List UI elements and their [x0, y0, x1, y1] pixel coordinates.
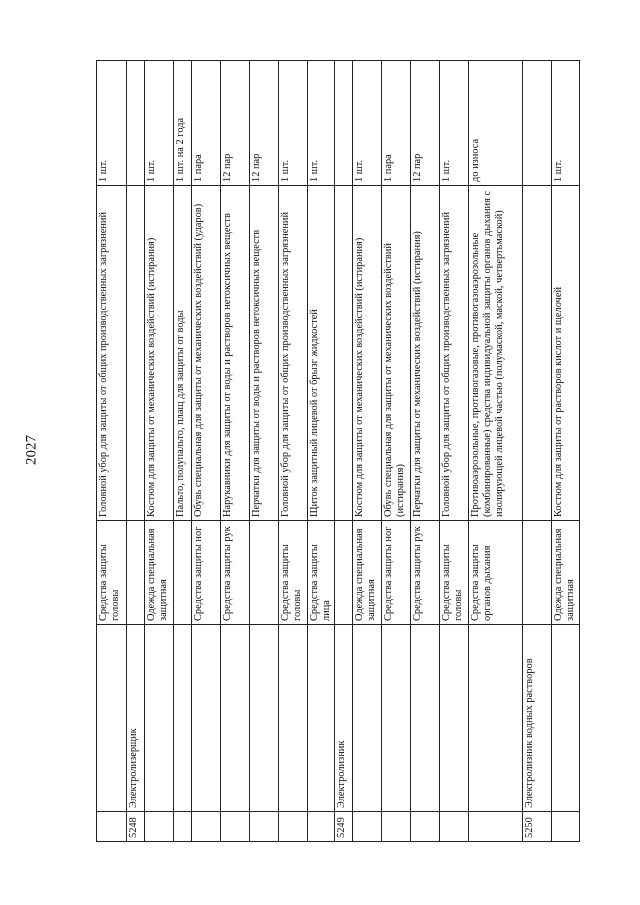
ppe-item-cell: Противоаэрозольные, противогазовые, противогазоаэрозольные (комбинированные) средства индивидуальной защиты органов дыхания с изолирующей лицевой частью (полумаской, маской, четвертьмаской) — [469, 186, 523, 521]
ppe-category-cell: Средства защиты рук — [411, 521, 440, 625]
issue-norm-cell: 1 шт. — [552, 61, 580, 186]
ppe-table-container — [96, 61, 576, 842]
row-number-cell — [221, 812, 250, 842]
ppe-item-cell: Перчатки для защиты от механических воздействий (истирания) — [411, 186, 440, 521]
table-row — [411, 61, 440, 842]
row-number-cell — [250, 812, 279, 842]
ppe-item-cell — [523, 186, 552, 521]
profession-cell — [382, 625, 411, 812]
issue-norm-cell — [127, 61, 145, 186]
row-number-cell — [97, 812, 127, 842]
table-row — [250, 61, 279, 842]
ppe-item-cell: Нарукавники для защиты от воды и растворов нетоксичных веществ — [221, 186, 250, 521]
row-number-cell — [308, 812, 335, 842]
ppe-category-cell — [127, 521, 145, 625]
row-number-cell — [552, 812, 580, 842]
profession-cell — [411, 625, 440, 812]
table-row — [335, 61, 353, 842]
profession-cell — [552, 625, 580, 812]
ppe-norms-table — [96, 60, 580, 842]
profession-cell — [192, 625, 221, 812]
issue-norm-cell: 1 шт. — [279, 61, 308, 186]
row-number-cell — [469, 812, 523, 842]
ppe-item-cell: Пальто, полупальто, плащ для защиты от воды — [174, 186, 192, 521]
profession-cell — [174, 625, 192, 812]
table-row — [469, 61, 523, 842]
row-number-cell: 5248 — [127, 812, 145, 842]
issue-norm-cell: 1 пара — [192, 61, 221, 186]
row-number-cell — [382, 812, 411, 842]
ppe-category-cell: Одежда специальная защитная — [145, 521, 174, 625]
issue-norm-cell: 12 пар — [250, 61, 279, 186]
ppe-category-cell: Средства защиты головы — [440, 521, 469, 625]
row-number-cell — [192, 812, 221, 842]
row-number-cell: 5249 — [335, 812, 353, 842]
ppe-item-cell — [127, 186, 145, 521]
row-number-cell — [279, 812, 308, 842]
profession-cell — [221, 625, 250, 812]
table-row — [127, 61, 145, 842]
ppe-category-cell — [250, 521, 279, 625]
profession-cell — [440, 625, 469, 812]
ppe-item-cell: Головной убор для защиты от общих производственных загрязнений — [279, 186, 308, 521]
table-row — [523, 61, 552, 842]
table-row — [174, 61, 192, 842]
row-number-cell — [145, 812, 174, 842]
profession-cell — [145, 625, 174, 812]
ppe-category-cell — [174, 521, 192, 625]
ppe-category-cell: Средства защиты органов дыхания — [469, 521, 523, 625]
profession-cell — [97, 625, 127, 812]
profession-cell — [353, 625, 382, 812]
table-row — [382, 61, 411, 842]
ppe-item-cell: Костюм для защиты от механических воздействий (истирания) — [353, 186, 382, 521]
table-row — [221, 61, 250, 842]
table-row — [440, 61, 469, 842]
issue-norm-cell: 1 шт. — [145, 61, 174, 186]
issue-norm-cell: 1 шт. на 2 года — [174, 61, 192, 186]
row-number-cell — [440, 812, 469, 842]
ppe-item-cell: Перчатки для защиты от воды и растворов нетоксичных веществ — [250, 186, 279, 521]
ppe-item-cell: Обувь специальная для защиты от механических воздействий (истирания) — [382, 186, 411, 521]
ppe-category-cell: Средства защиты лица — [308, 521, 335, 625]
table-row — [308, 61, 335, 842]
ppe-item-cell: Щиток защитный лицевой от брызг жидкостей — [308, 186, 335, 521]
page-number: 2027 — [23, 435, 40, 465]
ppe-category-cell — [523, 521, 552, 625]
ppe-category-cell: Одежда специальная защитная — [353, 521, 382, 625]
ppe-item-cell: Обувь специальная для защиты от механических воздействий (ударов) — [192, 186, 221, 521]
issue-norm-cell: 12 пар — [411, 61, 440, 186]
table-row — [192, 61, 221, 842]
table-row — [552, 61, 580, 842]
ppe-item-cell: Головной убор для защиты от общих производственных загрязнений — [97, 186, 127, 521]
ppe-category-cell: Средства защиты ног — [192, 521, 221, 625]
table-row — [97, 61, 127, 842]
ppe-category-cell: Одежда специальная защитная — [552, 521, 580, 625]
ppe-category-cell: Средства защиты головы — [279, 521, 308, 625]
issue-norm-cell: 1 шт. — [440, 61, 469, 186]
ppe-item-cell: Костюм для защиты от растворов кислот и щелочей — [552, 186, 580, 521]
profession-cell: Электролизник водных растворов — [523, 625, 552, 812]
ppe-item-cell: Головной убор для защиты от общих производственных загрязнений — [440, 186, 469, 521]
profession-cell — [308, 625, 335, 812]
ppe-category-cell: Средства защиты головы — [97, 521, 127, 625]
row-number-cell — [411, 812, 440, 842]
issue-norm-cell: 12 пар — [221, 61, 250, 186]
ppe-table-body — [97, 61, 580, 842]
table-row — [279, 61, 308, 842]
table-row — [353, 61, 382, 842]
ppe-item-cell — [335, 186, 353, 521]
ppe-item-cell: Костюм для защиты от механических воздействий (истирания) — [145, 186, 174, 521]
row-number-cell — [353, 812, 382, 842]
profession-cell — [279, 625, 308, 812]
profession-cell: Электролизерщик — [127, 625, 145, 812]
issue-norm-cell: 1 шт. — [308, 61, 335, 186]
issue-norm-cell: 1 шт. — [97, 61, 127, 186]
issue-norm-cell — [335, 61, 353, 186]
issue-norm-cell: до износа — [469, 61, 523, 186]
table-row — [145, 61, 174, 842]
issue-norm-cell: 1 пара — [382, 61, 411, 186]
issue-norm-cell — [523, 61, 552, 186]
profession-cell — [250, 625, 279, 812]
ppe-category-cell — [335, 521, 353, 625]
issue-norm-cell: 1 шт. — [353, 61, 382, 186]
row-number-cell — [174, 812, 192, 842]
profession-cell: Электролизник — [335, 625, 353, 812]
ppe-category-cell: Средства защиты рук — [221, 521, 250, 625]
profession-cell — [469, 625, 523, 812]
row-number-cell: 5250 — [523, 812, 552, 842]
ppe-category-cell: Средства защиты ног — [382, 521, 411, 625]
